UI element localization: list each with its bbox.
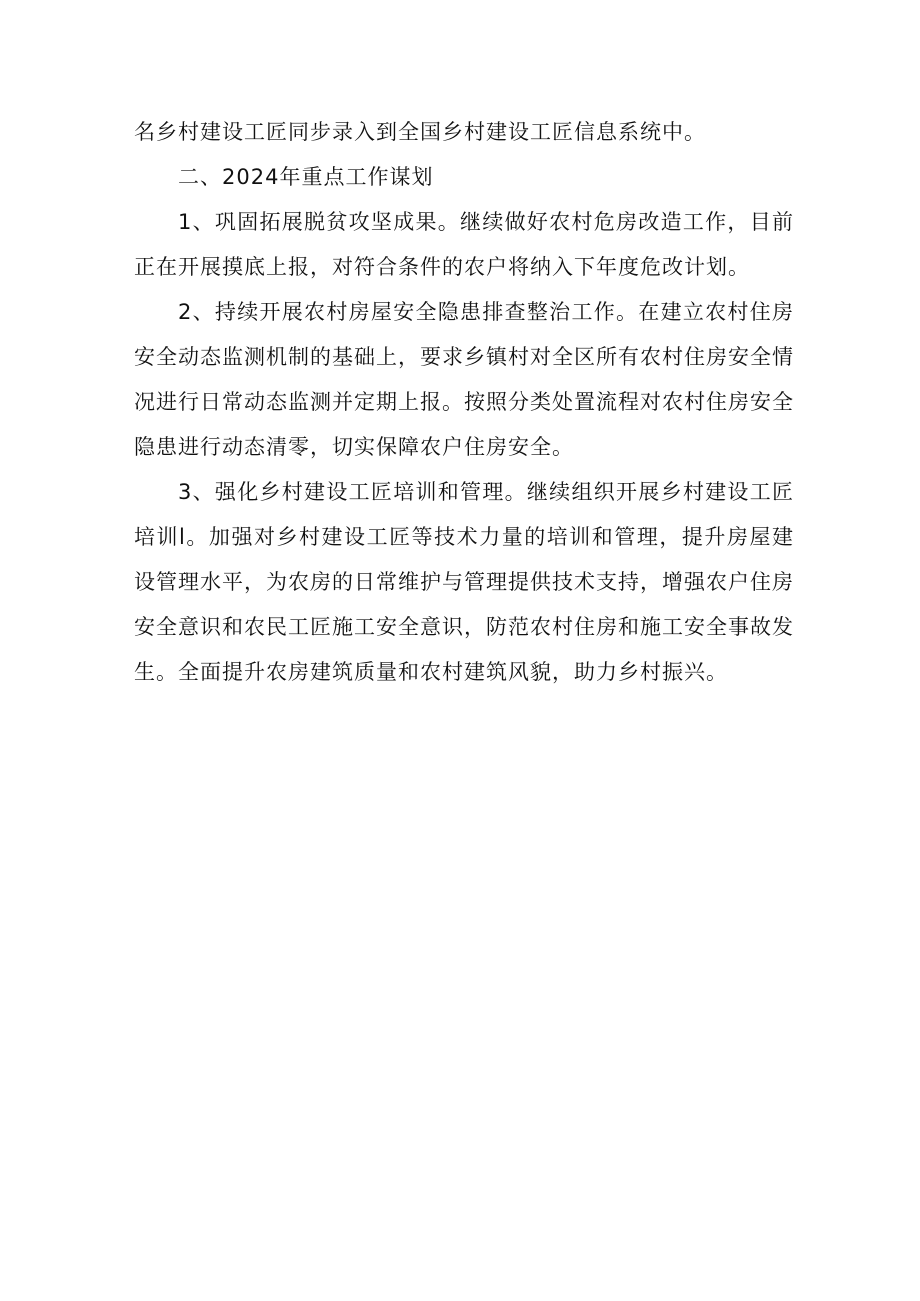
paragraph-continuation: 名乡村建设工匠同步录入到全国乡村建设工匠信息系统中。 [134,120,706,144]
paragraph-item-2: 2、持续开展农村房屋安全隐患排查整治工作。在建立农村住房安全动态监测机制的基础上，要求乡镇村对全区所有农村住房安全情况进行日常动态监测并定期上报。按照分类处置流程对农村住房安全隐患进行动态清零，切实保障农户住房安全。 [134,300,794,459]
paragraph-item-3: 3、强化乡村建设工匠培训和管理。继续组织开展乡村建设工匠培训l。加强对乡村建设工匠等技术力量的培训和管理，提升房屋建设管理水平，为农房的日常维护与管理提供技术支持，增强农户住房安全意识和农民工匠施工安全意识，防范农村住房和施工安全事故发生。全面提升农房建筑质量和农村建筑风貌，助力乡村振兴。 [134,480,794,684]
document-body [134,110,794,695]
section-heading: 二、2024年重点工作谋划 [178,165,434,189]
paragraph-item-1: 1、巩固拓展脱贫攻坚成果。继续做好农村危房改造工作，目前正在开展摸底上报，对符合条件的农户将纳入下年度危改计划。 [134,210,794,279]
